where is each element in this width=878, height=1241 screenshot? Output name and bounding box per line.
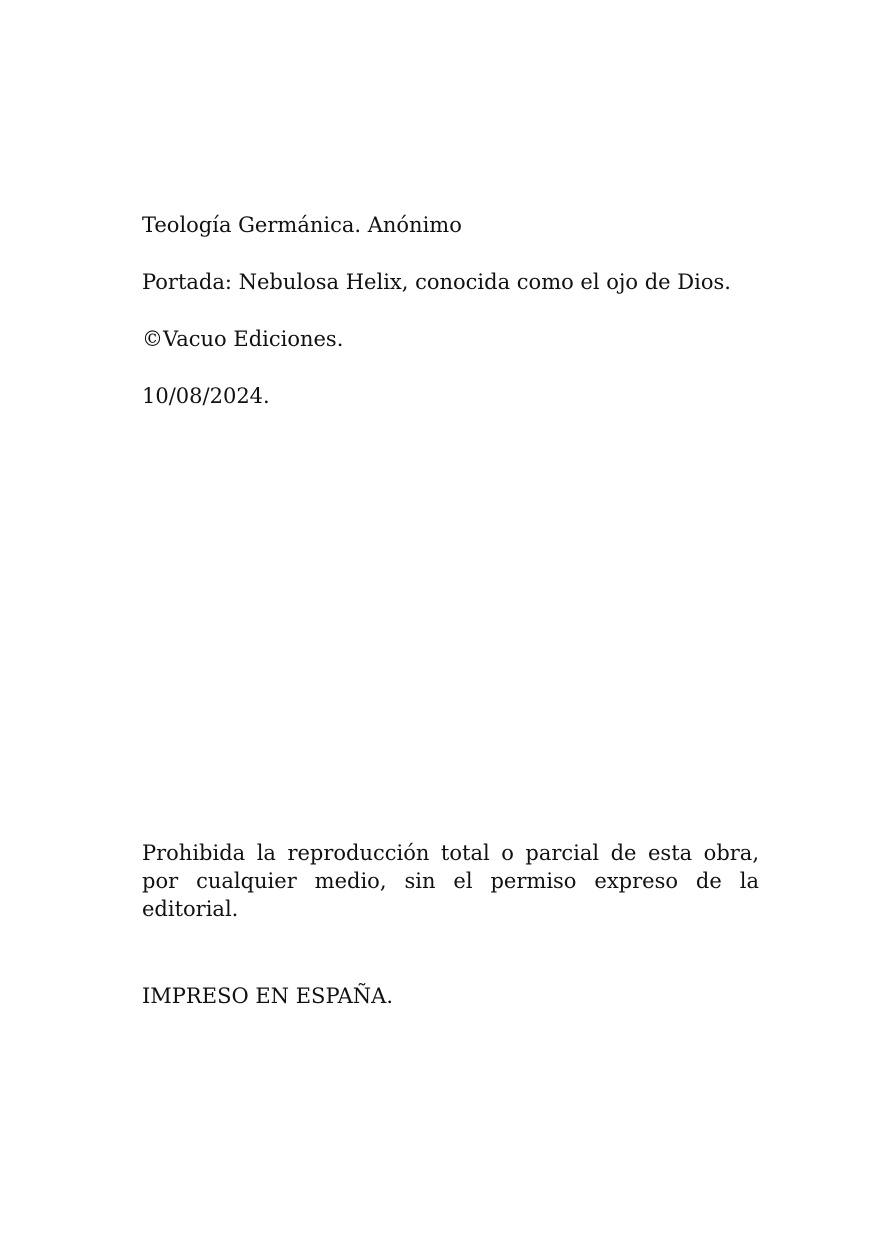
book-title-author: Teología Germánica. Anónimo (142, 213, 462, 237)
reproduction-notice: Prohibida la reproducción total o parcial de esta obra, por cualquier medio, sin el permiso expreso de la editorial. (142, 841, 759, 921)
copyright-notice: ©Vacuo Ediciones. (142, 327, 344, 351)
edition-date: 10/08/2024. (142, 384, 270, 408)
printed-in-label: IMPRESO EN ESPAÑA. (142, 984, 394, 1008)
cover-credit: Portada: Nebulosa Helix, conocida como el ojo de Dios. (142, 270, 731, 294)
